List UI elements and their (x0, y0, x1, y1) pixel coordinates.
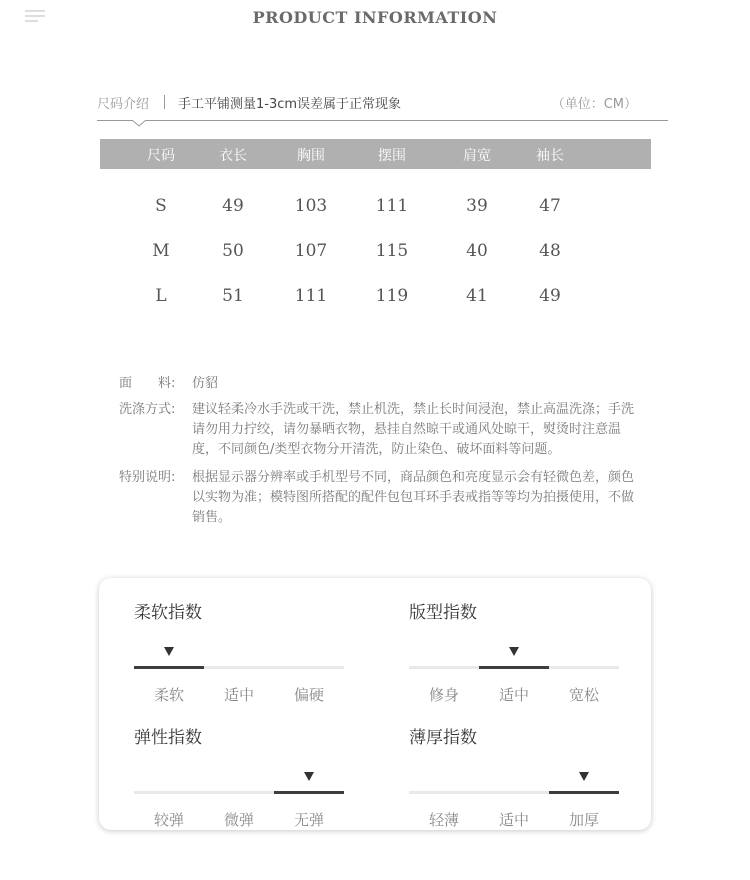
index-card (99, 578, 651, 830)
index-title: 柔软指数 (134, 603, 202, 623)
table-row (100, 196, 651, 241)
table-cell: 40 (466, 241, 488, 261)
pointer-tick (132, 118, 146, 128)
page-title: PRODUCT INFORMATION (252, 8, 498, 27)
detail-label: 洗涤方式: (119, 402, 176, 417)
table-cell: 41 (466, 286, 488, 306)
index-meter (134, 598, 344, 704)
table-cell: 107 (294, 241, 328, 261)
table-cell: 111 (375, 196, 409, 216)
table-cell: 103 (294, 196, 328, 216)
index-option-label: 宽松 (568, 686, 600, 704)
size-unit: （单位：CM） (551, 97, 637, 112)
column-header: 衣长 (219, 148, 247, 164)
index-option-label: 柔软 (153, 686, 185, 704)
detail-label: 面 料: (119, 376, 176, 391)
marker-arrow-icon (579, 772, 589, 781)
column-header: 摆围 (378, 148, 406, 164)
index-meter (409, 598, 619, 704)
column-header: 肩宽 (463, 148, 491, 164)
table-row (100, 241, 651, 286)
table-cell: 49 (539, 286, 561, 306)
marker-arrow-icon (509, 647, 519, 656)
detail-label: 特别说明: (119, 470, 176, 485)
table-cell: S (155, 196, 167, 216)
column-header: 袖长 (536, 148, 564, 164)
table-cell: 50 (222, 241, 244, 261)
table-cell: 47 (539, 196, 561, 216)
index-option-label: 适中 (223, 686, 255, 704)
index-meter (409, 723, 619, 829)
table-cell: 51 (222, 286, 244, 306)
index-indicator (549, 791, 619, 794)
index-indicator (134, 666, 204, 669)
detail-value: 建议轻柔冷水手洗或干洗，禁止机洗，禁止长时间浸泡，禁止高温洗涤；手洗请勿用力拧绞，请勿暴晒衣物，悬挂自然晾干或通风处晾干，熨烫时注意温度，不同颜色/类型衣物分开清洗，防止染色、破坏面料等问题。 (192, 402, 635, 457)
index-option-label: 轻薄 (428, 811, 460, 829)
index-title: 薄厚指数 (409, 728, 477, 748)
index-track (134, 666, 344, 669)
size-table-body (100, 196, 651, 331)
header-divider (97, 120, 668, 121)
detail-value: 仿貂 (192, 376, 219, 391)
index-indicator (274, 791, 344, 794)
table-cell: 111 (294, 286, 328, 306)
index-option-label: 适中 (498, 811, 530, 829)
index-option-label: 加厚 (568, 811, 600, 829)
size-section-header (97, 93, 667, 111)
index-option-label: 偏硬 (293, 686, 325, 704)
table-cell: 119 (375, 286, 409, 306)
size-table-header (100, 139, 651, 169)
marker-arrow-icon (164, 647, 174, 656)
size-intro-label: 尺码介绍 (97, 97, 150, 112)
column-header: 尺码 (147, 148, 175, 164)
index-meter (134, 723, 344, 829)
index-title: 弹性指数 (134, 728, 202, 748)
size-note: 手工平铺测量1-3cm误差属于正常现象 (178, 97, 402, 112)
index-title: 版型指数 (409, 603, 477, 623)
column-header: 胸围 (297, 148, 325, 164)
index-option-label: 修身 (428, 686, 460, 704)
detail-value: 根据显示器分辨率或手机型号不同，商品颜色和亮度显示会有轻微色差，颜色以实物为准；模特图所搭配的配件包包耳环手表戒指等等均为拍摄使用，不做销售。 (192, 470, 635, 525)
index-track (134, 791, 344, 794)
table-cell: 48 (539, 241, 561, 261)
table-row (100, 286, 651, 331)
table-cell: M (152, 241, 170, 261)
marker-arrow-icon (304, 772, 314, 781)
index-indicator (479, 666, 549, 669)
table-cell: 49 (222, 196, 244, 216)
size-table (100, 139, 651, 331)
index-option-label: 较弹 (153, 811, 185, 829)
index-option-label: 微弹 (223, 811, 255, 829)
index-option-label: 无弹 (293, 811, 325, 829)
index-option-label: 适中 (498, 686, 530, 704)
index-track (409, 791, 619, 794)
index-track (409, 666, 619, 669)
table-cell: L (155, 286, 167, 306)
separator (164, 95, 165, 109)
table-cell: 115 (375, 241, 409, 261)
table-cell: 39 (466, 196, 488, 216)
